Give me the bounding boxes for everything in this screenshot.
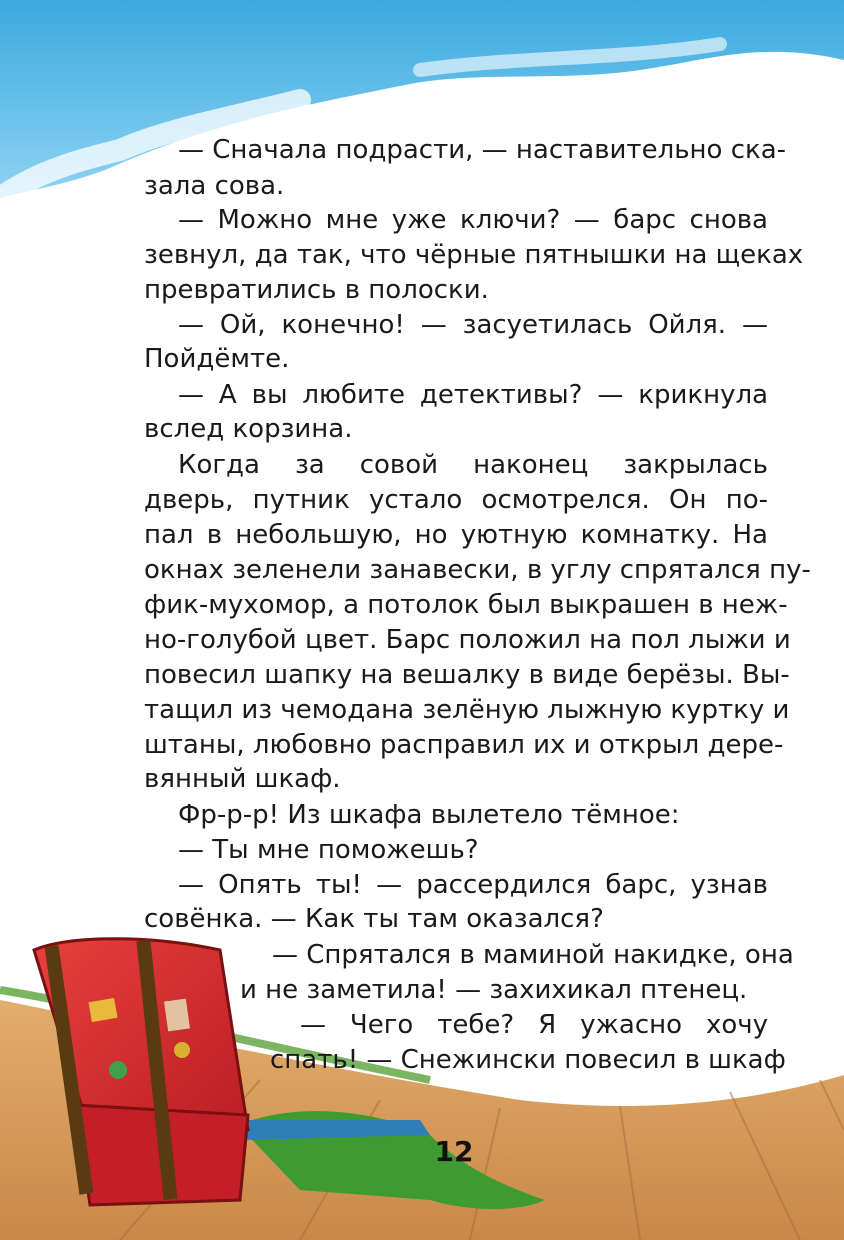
text-line: вянный шкаф. <box>144 764 341 794</box>
text-line: — Ой, конечно! — засуетилась Ойля. — <box>178 310 768 340</box>
page-number: 12 <box>434 1135 474 1168</box>
text-line: Когда за совой наконец закрылась <box>178 450 768 480</box>
text-line: зевнул, да так, что чёрные пятнышки на щеках <box>144 240 804 270</box>
text-line: — Ты мне поможешь? <box>178 835 479 865</box>
text-line: и не заметила! — захихикал птенец. <box>240 975 748 1005</box>
text-line: штаны, любовно расправил их и открыл дере- <box>144 730 784 760</box>
text-line: — Спрятался в маминой накидке, она <box>272 940 794 970</box>
text-line: спать! — Снежински повесил в шкаф <box>270 1045 786 1075</box>
text-line: — Можно мне уже ключи? — барс снова <box>178 205 768 235</box>
text-line: окнах зеленели занавески, в углу спрятался пу- <box>144 555 811 585</box>
text-line: — Опять ты! — рассердился барс, узнав <box>178 870 768 900</box>
text-line: Пойдёмте. <box>144 344 290 374</box>
text-line: совёнка. — Как ты там оказался? <box>144 904 604 934</box>
text-line: — Чего тебе? Я ужасно хочу <box>300 1010 768 1040</box>
text-line: но-голубой цвет. Барс положил на пол лыжи и <box>144 625 791 655</box>
text-line: — А вы любите детективы? — крикнула <box>178 380 768 410</box>
text-line: пал в небольшую, но уютную комнатку. На <box>144 520 768 550</box>
text-line: превратились в полоски. <box>144 275 489 305</box>
text-line: зала сова. <box>144 171 285 201</box>
text-line: Фр-р-р! Из шкафа вылетело тёмное: <box>178 800 680 830</box>
text-line: дверь, путник устало осмотрелся. Он по- <box>144 485 768 515</box>
text-line: — Сначала подрасти, — наставительно ска- <box>178 135 787 165</box>
text-line: тащил из чемодана зелёную лыжную куртку и <box>144 695 790 725</box>
text-line: фик-мухомор, а потолок был выкрашен в неж- <box>144 590 788 620</box>
text-line: повесил шапку на вешалку в виде берёзы. Вы- <box>144 660 790 690</box>
text-line: вслед корзина. <box>144 414 353 444</box>
sky-cloud <box>0 0 844 198</box>
